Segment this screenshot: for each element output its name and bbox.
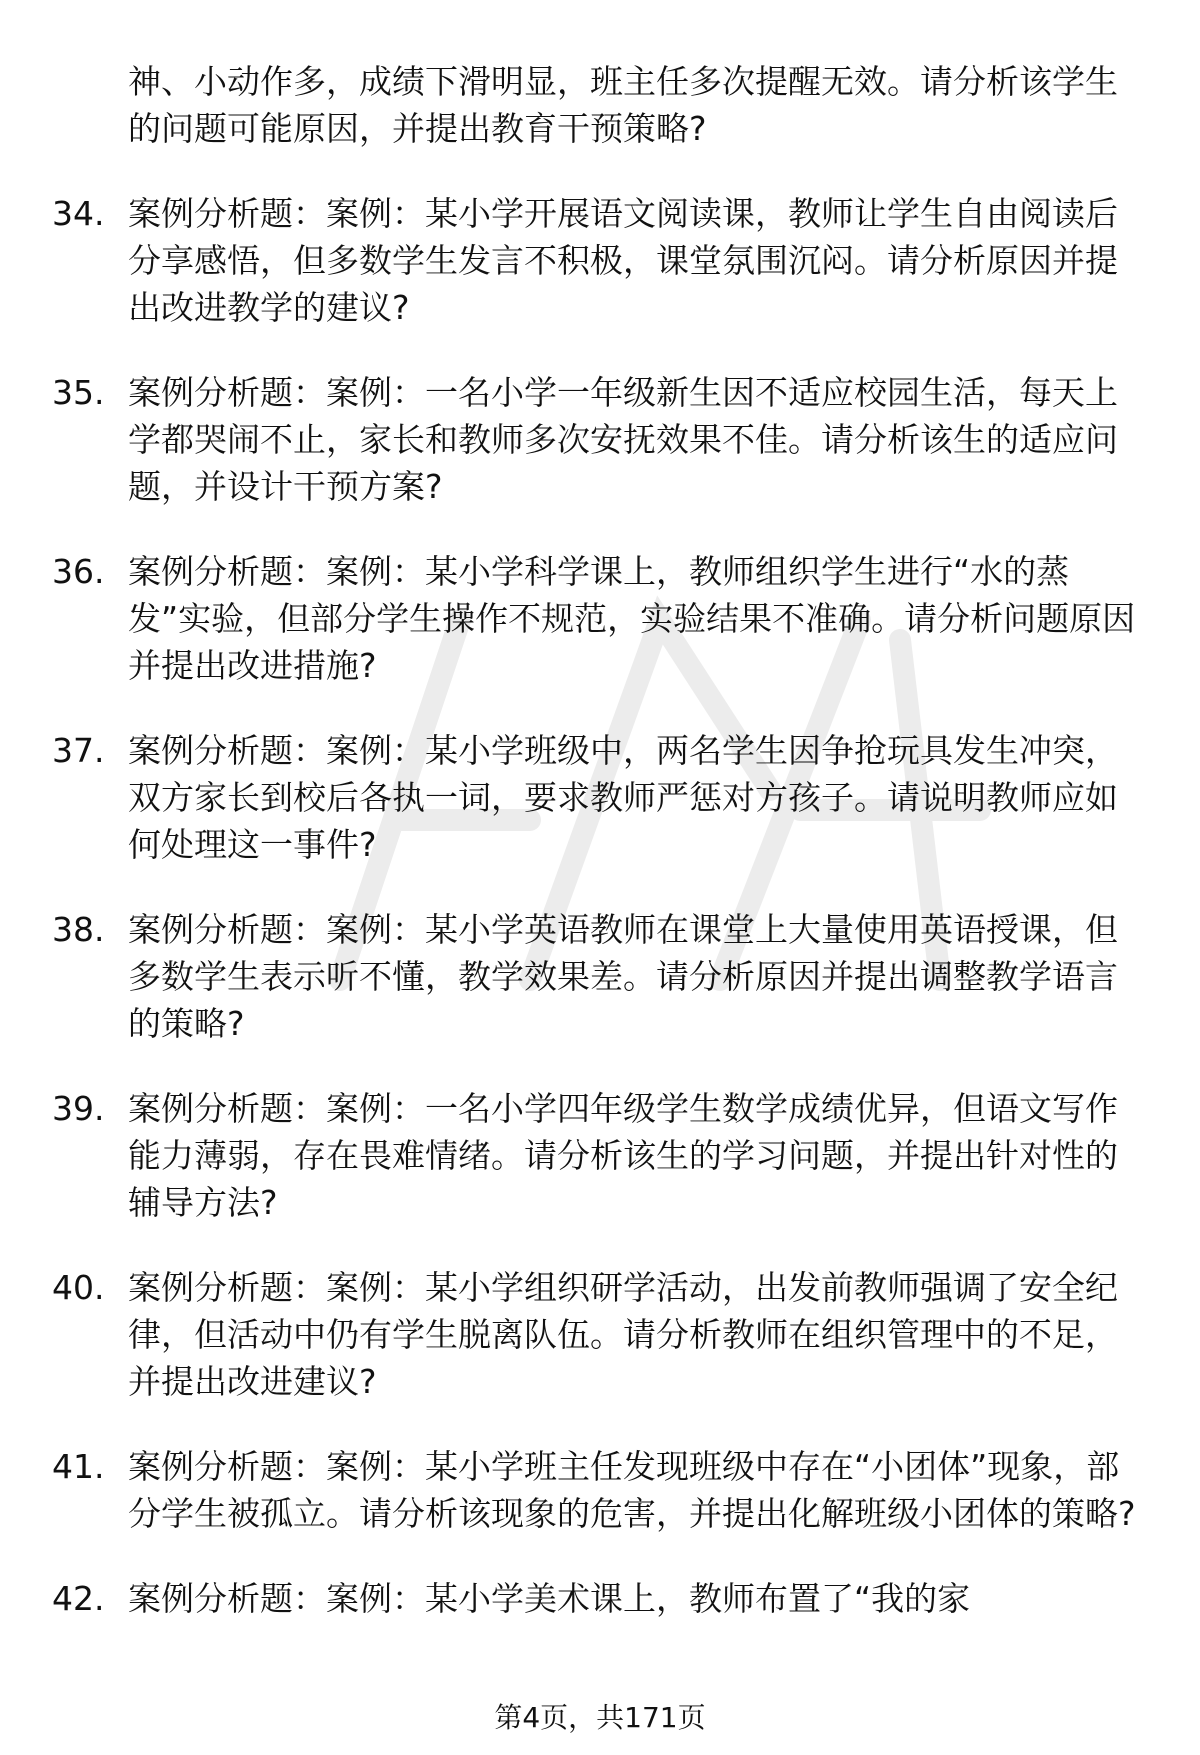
question-item bbox=[52, 190, 1152, 331]
question-item bbox=[52, 548, 1152, 689]
question-number: 36. bbox=[52, 552, 105, 591]
question-text: 案例分析题：案例：某小学组织研学活动，出发前教师强调了安全纪律，但活动中仍有学生脱离队伍。请分析教师在组织管理中的不足，并提出改进建议? bbox=[128, 1268, 1118, 1401]
question-text: 案例分析题：案例：某小学班主任发现班级中存在“小团体”现象，部分学生被孤立。请分析该现象的危害，并提出化解班级小团体的策略? bbox=[128, 1447, 1136, 1533]
question-item bbox=[52, 1264, 1152, 1405]
question-item bbox=[52, 727, 1152, 868]
question-text: 案例分析题：案例：一名小学一年级新生因不适应校园生活，每天上学都哭闹不止，家长和教师多次安抚效果不佳。请分析该生的适应问题，并设计干预方案? bbox=[128, 373, 1118, 506]
question-number: 38. bbox=[52, 910, 105, 949]
question-number: 34. bbox=[52, 194, 105, 233]
question-text: 案例分析题：案例：某小学班级中，两名学生因争抢玩具发生冲突，双方家长到校后各执一词，要求教师严惩对方孩子。请说明教师应如何处理这一事件? bbox=[128, 731, 1118, 864]
question-item bbox=[52, 1575, 1152, 1622]
question-number: 37. bbox=[52, 731, 105, 770]
question-item bbox=[52, 369, 1152, 510]
question-text: 案例分析题：案例：某小学开展语文阅读课，教师让学生自由阅读后分享感悟，但多数学生发言不积极，课堂氛围沉闷。请分析原因并提出改进教学的建议? bbox=[128, 194, 1118, 327]
question-item bbox=[52, 906, 1152, 1047]
question-text: 案例分析题：案例：一名小学四年级学生数学成绩优异，但语文写作能力薄弱，存在畏难情绪。请分析该生的学习问题，并提出针对性的辅导方法? bbox=[128, 1089, 1118, 1222]
question-item bbox=[52, 1443, 1152, 1537]
question-number: 40. bbox=[52, 1268, 105, 1307]
question-number: 35. bbox=[52, 373, 105, 412]
page-footer: 第4页，共171页 bbox=[494, 1701, 706, 1734]
question-item bbox=[52, 1085, 1152, 1226]
question-text: 案例分析题：案例：某小学科学课上，教师组织学生进行“水的蒸发”实验，但部分学生操作不规范，实验结果不准确。请分析问题原因并提出改进措施? bbox=[128, 552, 1136, 685]
document-body bbox=[52, 58, 1152, 1622]
continued-question-text: 神、小动作多，成绩下滑明显，班主任多次提醒无效。请分析该学生的问题可能原因，并提出教育干预策略? bbox=[128, 62, 1118, 148]
question-text: 案例分析题：案例：某小学英语教师在课堂上大量使用英语授课，但多数学生表示听不懂，教学效果差。请分析原因并提出调整教学语言的策略? bbox=[128, 910, 1118, 1043]
question-number: 39. bbox=[52, 1089, 105, 1128]
question-text: 案例分析题：案例：某小学美术课上，教师布置了“我的家 bbox=[128, 1579, 971, 1618]
question-number: 42. bbox=[52, 1579, 105, 1618]
question-number: 41. bbox=[52, 1447, 105, 1486]
